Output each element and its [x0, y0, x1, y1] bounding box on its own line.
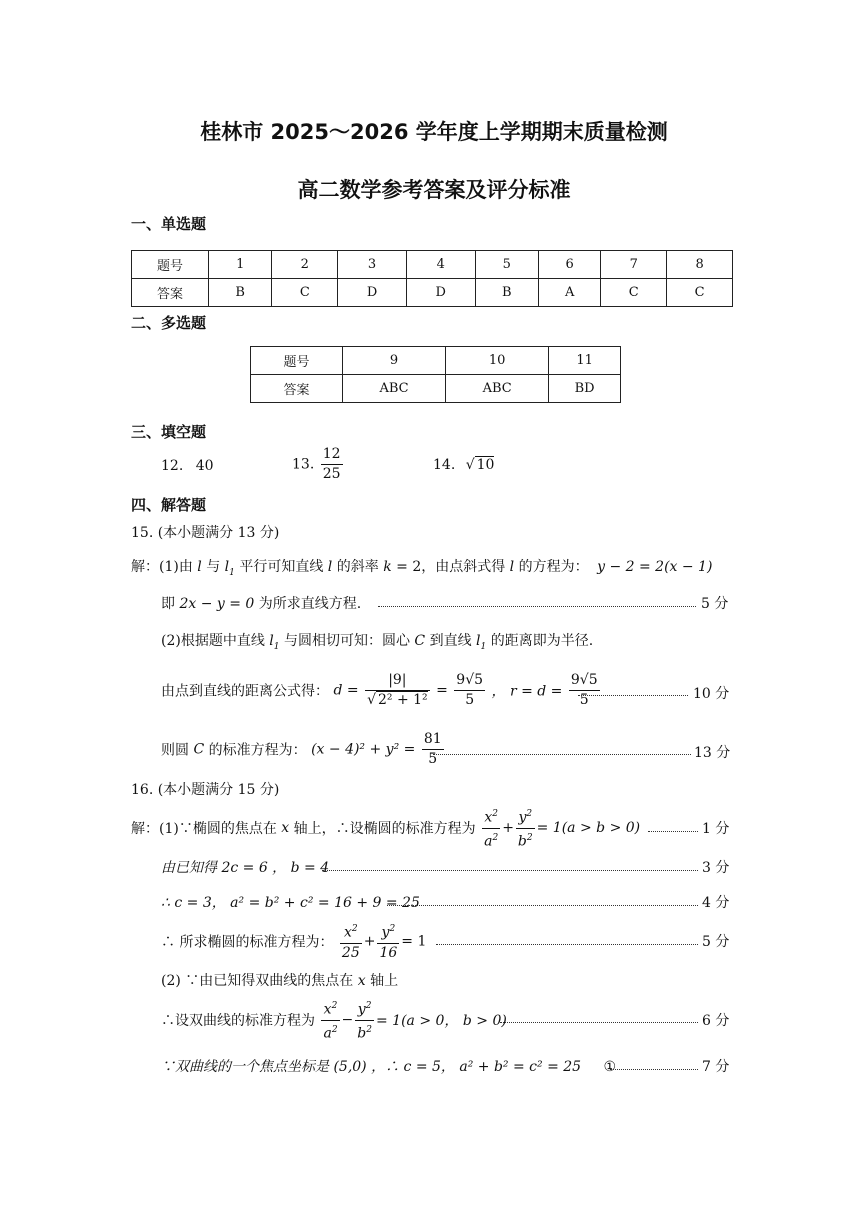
- text: 由点到直线的距离公式得：: [161, 683, 329, 700]
- text: 的斜率: [336, 559, 379, 575]
- row-label: 题号: [132, 251, 209, 279]
- table-cell: B: [475, 279, 538, 307]
- score: 4 分: [702, 895, 730, 911]
- q16-line4: ∴ 所求椭圆的标准方程为： $\frac{x^2}{25}$ + $\frac{y^2}{16}$ = 1: [161, 920, 426, 963]
- table-cell: 2: [272, 251, 338, 279]
- section-multi-choice: 二、多选题: [131, 314, 207, 332]
- page-title: 桂林市 2025～2026 学年度上学期期末质量检测: [200, 120, 668, 144]
- q15-line4: [161, 671, 602, 710]
- text: 与圆相切可知：圆心: [283, 633, 410, 649]
- score-leader: [436, 944, 698, 945]
- equation: 2x − y = 0: [179, 596, 255, 612]
- q15-line2: [161, 593, 361, 613]
- q13: [292, 445, 345, 484]
- q13-fraction: [321, 445, 343, 484]
- table-cell: 11: [549, 347, 621, 375]
- score-leader: [648, 831, 698, 832]
- text: ， r = d =: [491, 683, 563, 700]
- score: 7 分: [702, 1059, 730, 1075]
- text: ，由点斜式得: [421, 559, 506, 575]
- fraction-numerator: 9√5: [454, 671, 485, 691]
- text: 平行可知直线: [239, 559, 324, 575]
- table-row: [132, 279, 733, 307]
- fraction-denominator: 5: [428, 751, 438, 767]
- q16-line7: [161, 1056, 616, 1076]
- row-label: 答案: [251, 375, 343, 403]
- table-cell: ABC: [343, 375, 446, 403]
- q12: [161, 458, 214, 474]
- table-cell: 4: [406, 251, 475, 279]
- table-cell: C: [667, 279, 733, 307]
- score: 10 分: [693, 686, 730, 702]
- equation: ∵双曲线的一个焦点坐标是 (5,0) ，∴ c = 5， a² + b² = c² = 25: [161, 1059, 582, 1075]
- score-leader: [387, 905, 698, 906]
- score: 13 分: [694, 745, 731, 761]
- fraction-denominator: 5: [465, 692, 475, 708]
- text: 到直线: [429, 633, 472, 649]
- text: 的距离即为半径.: [490, 633, 594, 649]
- section-single-choice: 一、单选题: [131, 215, 207, 233]
- table-cell: 8: [667, 251, 733, 279]
- q12-answer: 40: [195, 458, 214, 474]
- fraction-denominator: 5: [579, 692, 589, 708]
- row-label: 题号: [251, 347, 343, 375]
- q15-line3: (2)根据题中直线 $l_1$ 与圆相切可知：圆心 C 到直线 $l_1$ 的距离即为半径.: [161, 633, 594, 652]
- q16-line2: 由已知得 2c = 6 ， b = 4: [161, 860, 330, 876]
- fraction-denominator: √ 2² + 1²: [367, 692, 428, 708]
- score: 3 分: [702, 860, 730, 876]
- table-cell: 6: [539, 251, 601, 279]
- text: 为所求直线方程.: [258, 596, 362, 612]
- section-fill-blank: 三、填空题: [131, 423, 207, 441]
- q14-label: 14.: [433, 457, 456, 473]
- radicand: 2² + 1²: [377, 692, 428, 708]
- table-row: [251, 375, 621, 403]
- text: (2) ∵由已知得双曲线的焦点在: [161, 973, 354, 989]
- equation: y − 2 = 2(x − 1): [597, 559, 713, 575]
- single-choice-table: [131, 250, 733, 307]
- text: ∴设双曲线的标准方程为: [161, 1013, 315, 1030]
- score: 6 分: [702, 1013, 730, 1029]
- text: 与: [206, 559, 221, 575]
- row-label: 答案: [132, 279, 209, 307]
- fraction-numerator: |9|: [365, 671, 430, 691]
- text: 解：(1)∵椭圆的焦点在: [131, 821, 277, 838]
- text: 的标准方程为：: [208, 742, 307, 759]
- q12-label: 12.: [161, 458, 184, 474]
- q14: 14. √ 10: [433, 457, 495, 473]
- score-leader: [433, 754, 691, 755]
- score: 5 分: [702, 934, 730, 950]
- table-cell: 1: [209, 251, 272, 279]
- q15-line1: 解：(1)由 l 与 $l_1$ 平行可知直线 l 的斜率 k = 2，由点斜式得 l 的方程为： y − 2 = 2(x − 1): [131, 559, 713, 578]
- text: d =: [333, 682, 359, 699]
- score-leader: [578, 695, 688, 696]
- table-cell: 9: [343, 347, 446, 375]
- score: 5 分: [701, 596, 729, 612]
- q16-line6: ∴设双曲线的标准方程为 $\frac{x^2}{a^2}$ − $\frac{y^2}{b^2}$ = 1(a > 0， b > 0): [161, 997, 507, 1043]
- text: 则圆: [161, 742, 189, 759]
- q15-header: 15. (本小题满分 13 分): [131, 525, 280, 541]
- table-cell: 3: [338, 251, 407, 279]
- q14-radicand: 10: [476, 457, 495, 473]
- score-leader: [378, 606, 696, 607]
- standard-eq-fraction: [422, 730, 444, 769]
- equation: (x − 4)² + y² =: [311, 741, 416, 758]
- equation: = 1(a > b > 0): [536, 820, 641, 837]
- fraction-numerator: 12: [321, 445, 343, 465]
- table-cell: C: [272, 279, 338, 307]
- q16-header: 16. (本小题满分 15 分): [131, 782, 280, 798]
- table-cell: D: [406, 279, 475, 307]
- page-subtitle: 高二数学参考答案及评分标准: [297, 178, 571, 202]
- equation: = 1(a > 0， b > 0): [375, 1013, 507, 1030]
- table-cell: 7: [601, 251, 667, 279]
- table-cell: D: [338, 279, 407, 307]
- fraction-numerator: 9√5: [569, 671, 600, 691]
- q16-line3: ∴ c = 3， a² = b² + c² = 16 + 9 = 25: [161, 895, 420, 911]
- table-cell: A: [539, 279, 601, 307]
- text: 轴上，∴设椭圆的标准方程为: [293, 821, 476, 838]
- table-cell: ABC: [446, 375, 549, 403]
- text: 解：(1)由: [131, 559, 193, 575]
- fraction-numerator: 81: [422, 730, 444, 750]
- score: 1 分: [702, 821, 730, 837]
- multi-choice-table: [250, 346, 621, 403]
- radius-fraction: [569, 671, 600, 710]
- table-row: [132, 251, 733, 279]
- text: ∴ 所求椭圆的标准方程为：: [161, 934, 334, 951]
- score-leader: [322, 870, 698, 871]
- q16-line1: 解：(1)∵椭圆的焦点在 x 轴上，∴设椭圆的标准方程为 $\frac{x^2}{a^2}$ + $\frac{y^2}{b^2}$ = 1(a > b > 0): [131, 805, 640, 851]
- q15-line5: 则圆 C 的标准方程为： (x − 4)² + y² = $\frac{81}{5}$: [161, 731, 442, 767]
- circled-mark: ①: [603, 1059, 617, 1075]
- table-cell: B: [209, 279, 272, 307]
- score-leader: [610, 1069, 698, 1070]
- text: 的方程为：: [518, 559, 589, 575]
- text: 轴上: [370, 973, 399, 989]
- text: =: [436, 682, 448, 699]
- fraction-denominator: 25: [322, 466, 341, 482]
- distance-fraction: [365, 671, 430, 710]
- table-row: [251, 347, 621, 375]
- table-cell: 5: [475, 251, 538, 279]
- equation: = 1: [401, 933, 427, 950]
- result-fraction: [454, 671, 485, 710]
- q13-label: 13.: [292, 456, 315, 473]
- table-cell: BD: [549, 375, 621, 403]
- table-cell: 10: [446, 347, 549, 375]
- score-leader: [500, 1022, 698, 1023]
- text: (2)根据题中直线: [161, 633, 265, 649]
- q16-line5: (2) ∵由已知得双曲线的焦点在 x 轴上: [161, 973, 399, 989]
- text: 即: [161, 596, 175, 612]
- table-cell: C: [601, 279, 667, 307]
- section-solutions: 四、解答题: [131, 496, 207, 514]
